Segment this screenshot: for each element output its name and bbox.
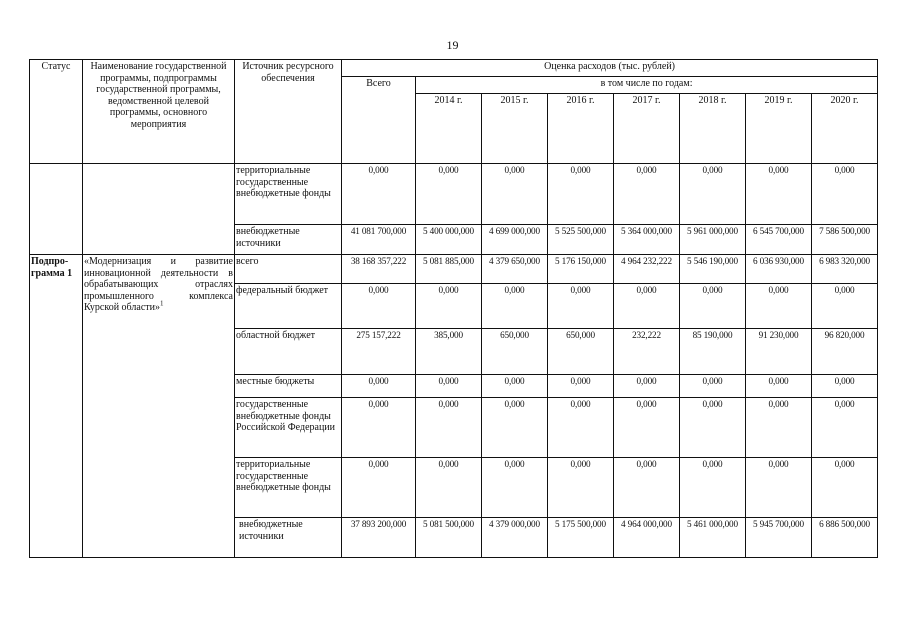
source-cell: всего	[235, 255, 342, 284]
value-cell: 4 964 232,222	[614, 255, 680, 284]
value-cell: 232,222	[614, 329, 680, 375]
value-cell: 0,000	[482, 458, 548, 518]
value-cell: 38 168 357,222	[342, 255, 416, 284]
value-cell: 5 546 190,000	[680, 255, 746, 284]
value-cell: 4 964 000,000	[614, 518, 680, 558]
value-cell: 385,000	[416, 329, 482, 375]
source-cell: местные бюджеты	[235, 375, 342, 398]
value-cell: 0,000	[482, 375, 548, 398]
subprogram-name-text: «Модернизация и развитие инновационной деятельности в обрабатывающих отраслях промышленного комплекса Курской области»	[84, 256, 233, 313]
value-cell: 0,000	[812, 458, 878, 518]
header-year: 2019 г.	[746, 94, 812, 164]
value-cell: 0,000	[680, 458, 746, 518]
value-cell: 4 699 000,000	[482, 225, 548, 255]
value-cell: 0,000	[482, 164, 548, 225]
value-cell: 0,000	[746, 458, 812, 518]
value-cell: 5 364 000,000	[614, 225, 680, 255]
source-cell: федеральный бюджет	[235, 284, 342, 329]
value-cell: 4 379 650,000	[482, 255, 548, 284]
header-source: Источник ресурсного обеспечения	[235, 60, 342, 164]
value-cell: 0,000	[614, 375, 680, 398]
status-cell-empty	[30, 164, 83, 255]
value-cell: 5 461 000,000	[680, 518, 746, 558]
header-status: Статус	[30, 60, 83, 164]
value-cell: 0,000	[548, 164, 614, 225]
name-cell-empty	[83, 164, 235, 255]
value-cell: 6 545 700,000	[746, 225, 812, 255]
value-cell: 0,000	[812, 284, 878, 329]
value-cell: 6 983 320,000	[812, 255, 878, 284]
value-cell: 0,000	[614, 398, 680, 458]
value-cell: 5 175 500,000	[548, 518, 614, 558]
header-year: 2014 г.	[416, 94, 482, 164]
value-cell: 0,000	[342, 164, 416, 225]
header-name: Наименование государственной программы, подпрограммы государственной программы, ведомственной целевой программы, основного мероприятия	[83, 60, 235, 164]
source-cell: внебюджетные источники	[235, 518, 342, 558]
header-year: 2016 г.	[548, 94, 614, 164]
header-by-years: в том числе по годам:	[416, 77, 878, 94]
header-year: 2015 г.	[482, 94, 548, 164]
value-cell: 0,000	[416, 284, 482, 329]
value-cell: 5 525 500,000	[548, 225, 614, 255]
value-cell: 275 157,222	[342, 329, 416, 375]
value-cell: 650,000	[548, 329, 614, 375]
value-cell: 7 586 500,000	[812, 225, 878, 255]
footnote-marker: 1	[160, 299, 164, 308]
value-cell: 5 945 700,000	[746, 518, 812, 558]
subprogram-name	[83, 255, 235, 558]
value-cell: 0,000	[342, 284, 416, 329]
value-cell: 5 400 000,000	[416, 225, 482, 255]
value-cell: 0,000	[482, 398, 548, 458]
header-row	[30, 60, 878, 77]
value-cell: 650,000	[482, 329, 548, 375]
header-year: 2017 г.	[614, 94, 680, 164]
source-cell: государственные внебюджетные фонды Российской Федерации	[235, 398, 342, 458]
value-cell: 0,000	[746, 398, 812, 458]
value-cell: 5 081 885,000	[416, 255, 482, 284]
page-number: 19	[446, 38, 459, 52]
value-cell: 37 893 200,000	[342, 518, 416, 558]
value-cell: 0,000	[746, 375, 812, 398]
header-year: 2020 г.	[812, 94, 878, 164]
value-cell: 0,000	[812, 164, 878, 225]
value-cell: 0,000	[342, 458, 416, 518]
value-cell: 0,000	[680, 284, 746, 329]
value-cell: 0,000	[548, 398, 614, 458]
table-row	[30, 164, 878, 225]
value-cell: 0,000	[746, 284, 812, 329]
value-cell: 0,000	[614, 458, 680, 518]
value-cell: 0,000	[548, 458, 614, 518]
value-cell: 6 036 930,000	[746, 255, 812, 284]
value-cell: 0,000	[416, 164, 482, 225]
value-cell: 5 176 150,000	[548, 255, 614, 284]
value-cell: 5 081 500,000	[416, 518, 482, 558]
value-cell: 0,000	[812, 375, 878, 398]
value-cell: 0,000	[680, 398, 746, 458]
header-year: 2018 г.	[680, 94, 746, 164]
header-total: Всего	[342, 77, 416, 164]
value-cell: 0,000	[812, 398, 878, 458]
value-cell: 0,000	[746, 164, 812, 225]
subprogram-status: Подпро-грамма 1	[30, 255, 83, 558]
value-cell: 0,000	[416, 398, 482, 458]
value-cell: 91 230,000	[746, 329, 812, 375]
value-cell: 96 820,000	[812, 329, 878, 375]
value-cell: 41 081 700,000	[342, 225, 416, 255]
value-cell: 4 379 000,000	[482, 518, 548, 558]
header-estimate: Оценка расходов (тыс. рублей)	[342, 60, 878, 77]
budget-table	[29, 59, 878, 558]
value-cell: 0,000	[614, 164, 680, 225]
value-cell: 0,000	[680, 164, 746, 225]
value-cell: 0,000	[342, 375, 416, 398]
value-cell: 0,000	[416, 375, 482, 398]
source-cell: территориальные государственные внебюджетные фонды	[235, 164, 342, 225]
source-cell: областной бюджет	[235, 329, 342, 375]
value-cell: 5 961 000,000	[680, 225, 746, 255]
value-cell: 0,000	[680, 375, 746, 398]
source-cell: внебюджетные источники	[235, 225, 342, 255]
value-cell: 0,000	[614, 284, 680, 329]
value-cell: 0,000	[548, 375, 614, 398]
value-cell: 85 190,000	[680, 329, 746, 375]
value-cell: 0,000	[482, 284, 548, 329]
value-cell: 0,000	[548, 284, 614, 329]
table-row	[30, 255, 878, 284]
value-cell: 6 886 500,000	[812, 518, 878, 558]
value-cell: 0,000	[342, 398, 416, 458]
source-cell: территориальные государственные внебюджетные фонды	[235, 458, 342, 518]
value-cell: 0,000	[416, 458, 482, 518]
